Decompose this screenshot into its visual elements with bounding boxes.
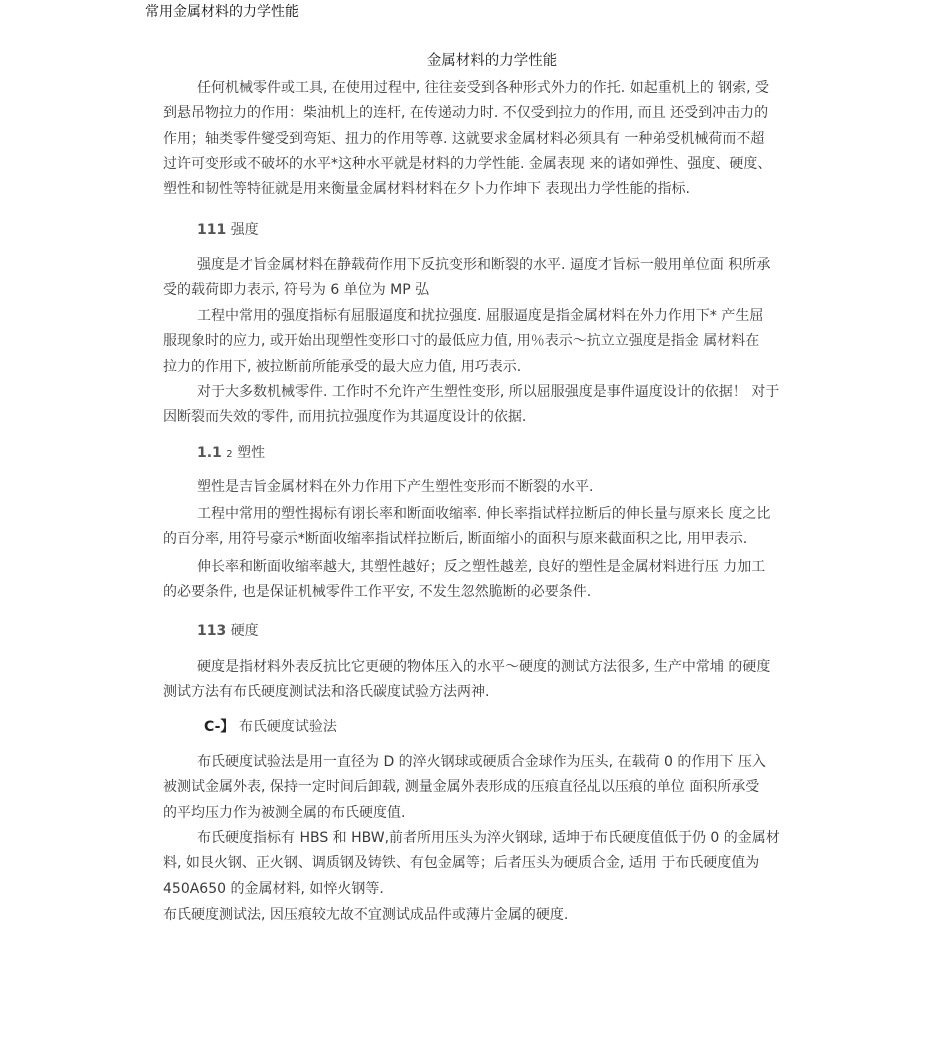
section-title: 强度 bbox=[230, 222, 259, 238]
brinell-paragraph-2 bbox=[163, 826, 823, 902]
text-line: 的平均压力作为被测全属的布氏硬度值. bbox=[163, 804, 406, 821]
text-line: 过许可变形或不破坏的水平*这种水平就是材料的力学性能. 金属表现 来的诸如弹性、强度、硬度、 bbox=[163, 155, 772, 172]
plasticity-paragraph-3 bbox=[163, 555, 823, 606]
text-line: 强度是才旨金属材料在静载荷作用下反抗变形和断裂的水平. 逼度才旨标一般用单位面 积所承 bbox=[197, 257, 771, 273]
text-line: 布氏硬度试验法是用一直径为 D 的淬火钢球或硬质合金球作为压头, 在载荷 0 的作用下 压入 bbox=[197, 754, 766, 770]
strength-paragraph-2 bbox=[163, 304, 823, 380]
subsection-title: 布氏硬度试验法 bbox=[238, 719, 337, 735]
hardness-paragraph bbox=[163, 655, 823, 706]
plasticity-paragraph-1 bbox=[163, 475, 823, 500]
brinell-paragraph-1 bbox=[163, 750, 823, 826]
text-line: 料, 如艮火钢、正火钢、调质钢及铸铁、有包金属等；后者压头为硬质合金, 适用 于布氏硬度值为 bbox=[163, 855, 760, 872]
strength-paragraph-3 bbox=[163, 380, 823, 431]
running-header: 常用金属材料的力学性能 bbox=[145, 4, 299, 20]
text-line: 450A650 的金属材料, 如悴火钢等. bbox=[163, 880, 384, 897]
section-heading-strength bbox=[197, 219, 259, 239]
subsection-number: C-】 bbox=[204, 719, 235, 735]
text-line: 拉力的作用下, 被拉断前所能承受的最大应力值, 用巧表示. bbox=[163, 358, 522, 375]
section-number: 111 bbox=[197, 222, 227, 238]
text-line: 布氏硬度指标有 HBS 和 HBW,前者所用压头为淬火钢球, 适坤于布氏硬度值低于仍 0 的金属材 bbox=[197, 830, 780, 846]
text-line: 塑性和韧性等特征就是用来衡量金属材料材料在夕卜力作坤下 表现出力学性能的指标. bbox=[163, 181, 690, 198]
text-line: 工程中常用的塑性揭标有诩长率和断面收缩率. 伸长率指试样拉断后的伸长量与原来长 度之比 bbox=[197, 506, 771, 522]
text-line: 伸长率和断面收缩率越大, 其塑性越好；反之塑性越差, 良好的塑性是金属材料进行压 力加工 bbox=[197, 559, 766, 575]
closing-line: 布氏硬度测试法, 因压痕较尢故不宜测试成品件或薄片金属的硬度. bbox=[163, 907, 569, 923]
text-line: 受的载荷即力表示, 符号为 6 单位为 MP 弘 bbox=[163, 282, 430, 299]
text-line: 作用；轴类零件燮受到弯矩、扭力的作用等尊. 这就要求金属材料必须具有 一种弟受机械荷而不超 bbox=[163, 130, 765, 147]
text-line: 因断裂而失效的零件, 而用抗拉强度作为其逼度设计的依据. bbox=[163, 409, 527, 426]
section-subnumber: 2 bbox=[226, 449, 233, 460]
text-line: 测试方法有布氏硬度测试法和洛氏碳度试验方法两神. bbox=[163, 684, 490, 701]
section-number: 113 bbox=[197, 623, 227, 639]
text-line: 的必要条件, 也是保证机械零件工作平安, 不发生忽然脆断的必要条件. bbox=[163, 584, 592, 601]
text-line: 塑性是吉旨金属材料在外力作用下产生塑性变形而不断裂的水平. bbox=[197, 479, 594, 495]
section-heading-plasticity bbox=[197, 442, 265, 462]
text-line: 硬度是指材料外表反抗比它更硬的物体压入的水平〜硬度的测试方法很多, 生产中常埔 的硬度 bbox=[197, 659, 771, 675]
text-line: 工程中常用的强度指标有屈服逼度和扰拉强度. 屈服逼度是指金属材料在外力作用下* 产生屈 bbox=[197, 308, 764, 324]
section-number: 1.1 bbox=[197, 445, 222, 461]
text-line: 任何机械零件或工具, 在使用过程中, 往往妾受到各种形式外力的作托. 如起重机上的 钢索, 受 bbox=[197, 80, 770, 96]
text-line: 的百分率, 用符号豪示*断面收缩率指试样拉断后, 断面缩小的面积与原来截面积之比, 用甲表示. bbox=[163, 531, 748, 548]
intro-paragraph bbox=[163, 76, 823, 202]
text-line: 对于大多数机械零件. 工作时不允许产生塑性变形, 所以屈服强度是事件逼度设计的依据！ 对于 bbox=[197, 384, 780, 400]
section-title: 硬度 bbox=[230, 623, 259, 639]
section-title: 塑性 bbox=[237, 445, 266, 461]
strength-paragraph-1 bbox=[163, 253, 823, 304]
text-line: 被测试金属外表, 保持一定时间后卸载, 测量金属外表形成的压痕直径乩以压痕的单位 面积所承受 bbox=[163, 779, 760, 796]
text-line: 服现象时的应力, 或开始出现塑性变形口寸的最低应力值, 用％表示〜抗立立强度是指金 属材料在 bbox=[163, 333, 760, 350]
document-title: 金属材料的力学性能 bbox=[426, 53, 558, 69]
subsection-heading-brinell bbox=[204, 716, 337, 736]
plasticity-paragraph-2 bbox=[163, 502, 823, 553]
section-heading-hardness bbox=[197, 620, 259, 640]
text-line: 到悬吊物拉力的作用：柴油机上的连杆, 在传递动力时. 不仅受到拉力的作用, 而且 还受到冲击力的 bbox=[163, 105, 769, 122]
